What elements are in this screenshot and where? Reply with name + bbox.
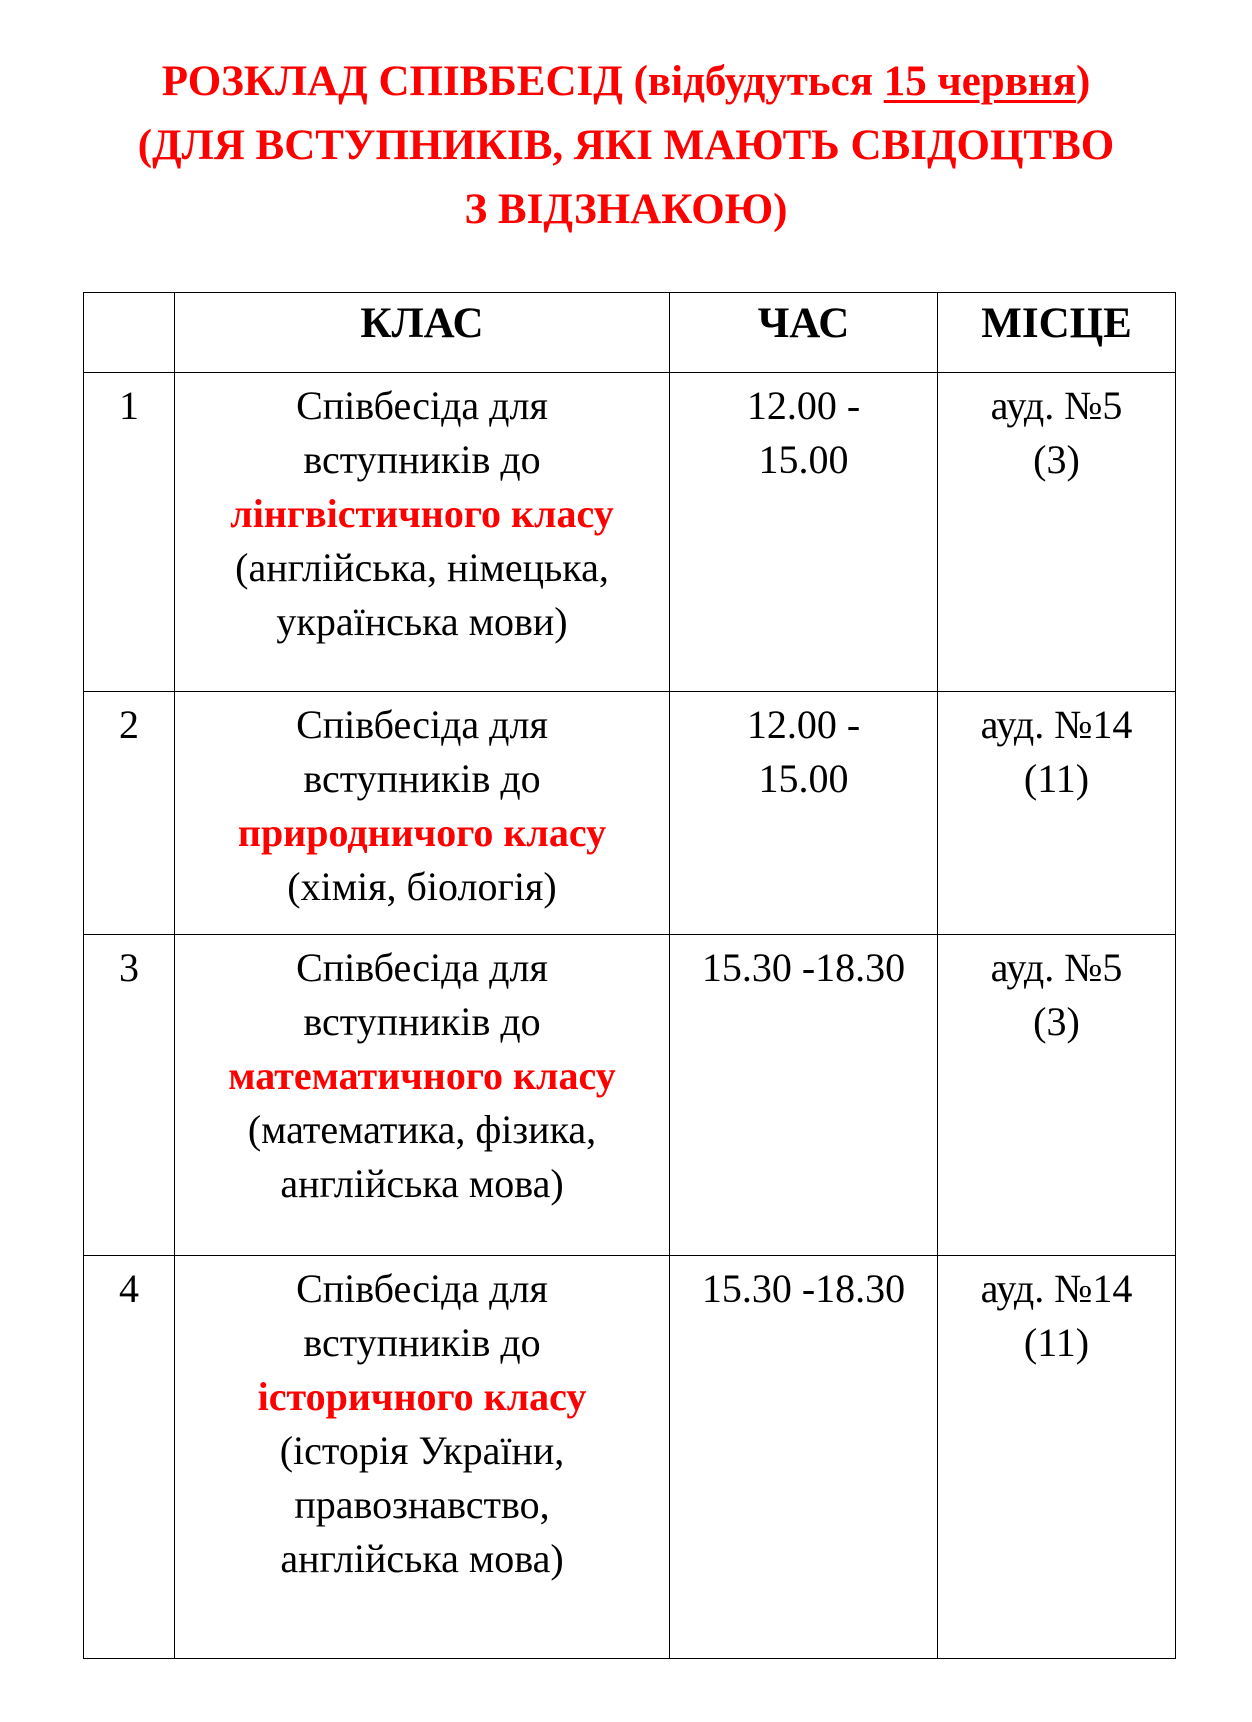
place-line-1: ауд. №5 [990,383,1123,428]
class-name: історичного класу [257,1374,587,1419]
place-line-2: (3) [1033,999,1080,1044]
class-name: лінгвістичного класу [230,491,614,536]
row-place-cell [938,373,1176,692]
title-line-2: (ДЛЯ ВСТУПНИКІВ, ЯКІ МАЮТЬ СВІДОЦТВО [137,122,1115,169]
title-prefix: РОЗКЛАД СПІВБЕСІД (відбудуться [161,58,884,105]
place-line-1: ауд. №5 [990,945,1123,990]
place-line-1: ауд. №14 [980,1266,1133,1311]
class-line-1: Співбесіда для [296,1266,548,1311]
place-line-2: (11) [1023,756,1090,801]
place-line-2: (3) [1033,437,1080,482]
row-place-cell [938,935,1176,1256]
row-time-cell [670,1256,938,1659]
row-class-cell [175,692,670,935]
row-class-cell [175,1256,670,1659]
class-line-2: вступників до [303,437,541,482]
row-place-cell [938,1256,1176,1659]
table-header-row [84,293,1176,373]
class-line-1: Співбесіда для [296,702,548,747]
time-line-1: 15.30 -18.30 [701,1266,906,1311]
title-line-3: З ВІДЗНАКОЮ) [464,186,788,233]
row-num: 2 [119,702,139,747]
row-time-cell [670,373,938,692]
class-subjects: правознавство, [294,1482,550,1527]
table-row [84,692,1176,935]
place-line-2: (11) [1023,1320,1090,1365]
class-subjects: (математика, фізика, [247,1107,597,1152]
class-subjects: (англійська, німецька, [235,545,609,590]
title-date: 15 червня [883,58,1076,105]
place-line-1: ауд. №14 [980,702,1133,747]
row-num-cell [84,692,175,935]
row-place-cell [938,692,1176,935]
header-class: КЛАС [175,293,670,373]
class-name: природничого класу [237,810,607,855]
row-num-cell [84,373,175,692]
time-line-1: 12.00 - [746,702,861,747]
header-time: ЧАС [670,293,938,373]
class-line-1: Співбесіда для [296,945,548,990]
row-num: 4 [119,1266,139,1311]
row-num-cell [84,1256,175,1659]
class-line-2: вступників до [303,1320,541,1365]
time-line-1: 15.30 -18.30 [701,945,906,990]
row-class-cell [175,935,670,1256]
class-line-2: вступників до [303,999,541,1044]
class-line-2: вступників до [303,756,541,801]
class-line-1: Співбесіда для [296,383,548,428]
row-num: 1 [119,383,139,428]
schedule-table [83,292,1176,1659]
header-num [84,293,175,373]
class-subjects: українська мови) [276,599,568,644]
table-row [84,1256,1176,1659]
table-row [84,373,1176,692]
row-time-cell [670,692,938,935]
class-subjects: (хімія, біологія) [287,864,557,909]
class-name: математичного класу [228,1053,616,1098]
time-line-2: 15.00 [758,756,849,801]
header-place: МІСЦЕ [938,293,1176,373]
row-class-cell [175,373,670,692]
title-suffix: ) [1075,58,1091,105]
row-num-cell [84,935,175,1256]
class-subjects: англійська мова) [280,1161,564,1206]
time-line-1: 12.00 - [746,383,861,428]
title-line-1 [0,50,1252,114]
class-subjects: (історія України, [279,1428,565,1473]
row-num: 3 [119,945,139,990]
time-line-2: 15.00 [758,437,849,482]
class-subjects: англійська мова) [280,1536,564,1581]
row-time-cell [670,935,938,1256]
document-title [0,50,1252,242]
table-row [84,935,1176,1256]
